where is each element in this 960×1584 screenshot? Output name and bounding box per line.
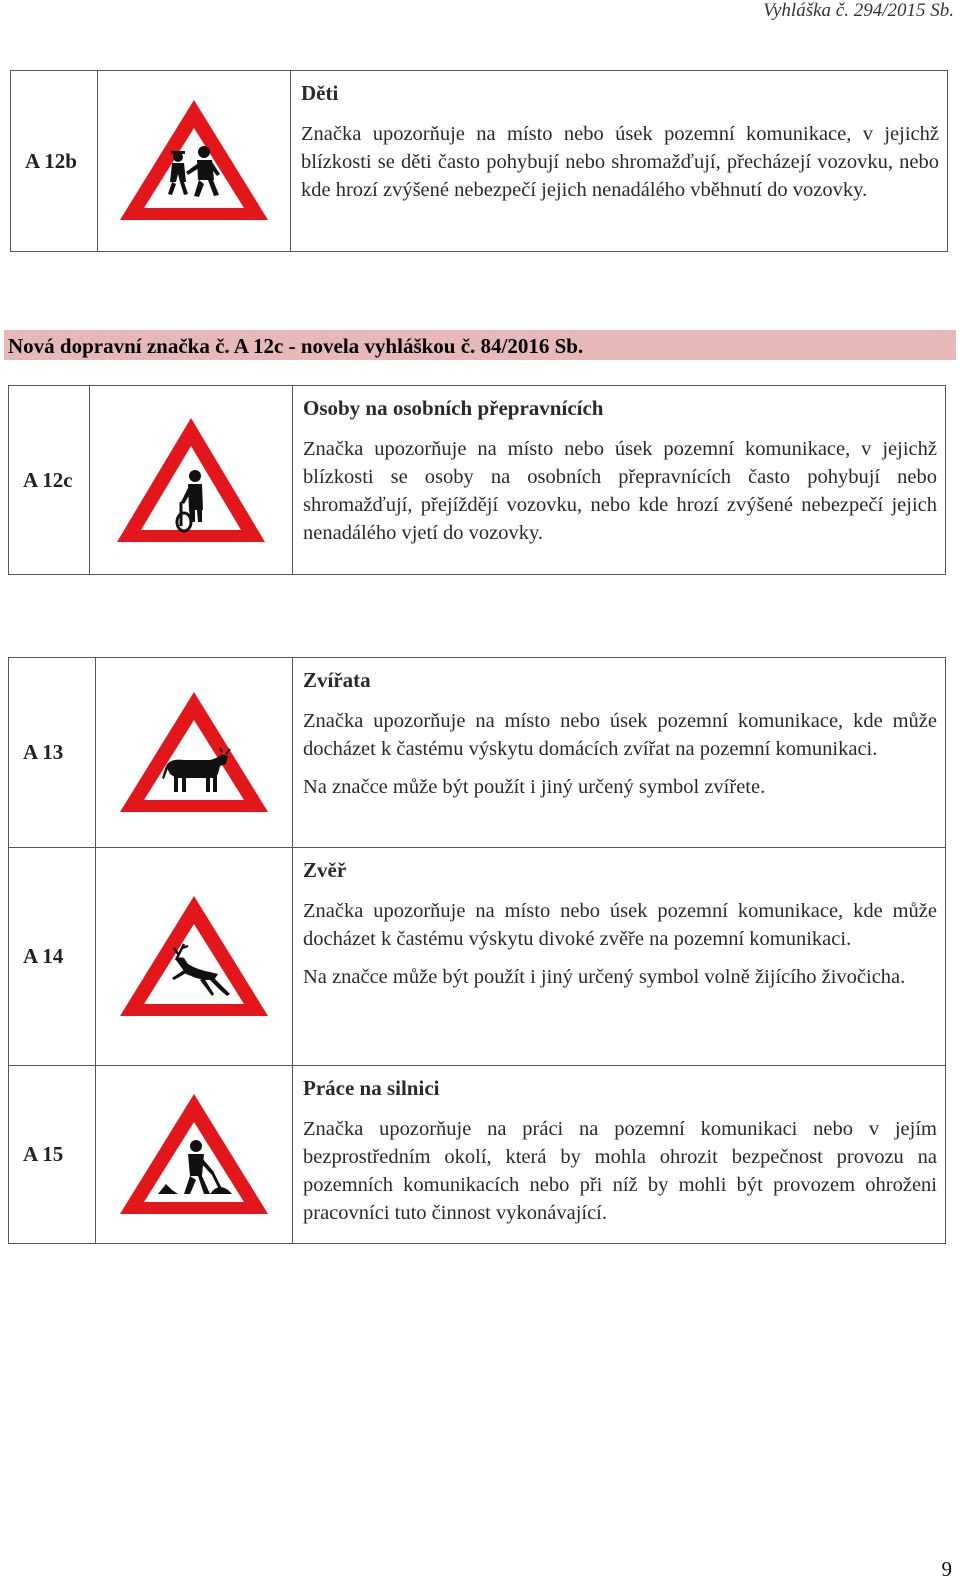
- animals-cow-warning-sign-icon: [96, 658, 293, 848]
- sign-description: Značka upozorňuje na místo nebo úsek pozemní komunikace, kde může docházet k častému výskytu domácích zvířat na pozemní komunikaci.: [303, 710, 937, 760]
- sign-title: Zvěř: [303, 858, 347, 882]
- children-warning-sign-icon: [98, 71, 291, 252]
- sign-code: A 15: [9, 1066, 96, 1244]
- running-head: Vyhláška č. 294/2015 Sb.: [763, 0, 954, 21]
- table-row: [9, 848, 946, 1066]
- sign-table-a12b: [10, 70, 948, 252]
- sign-note: Na značce může být použít i jiný určený symbol zvířete.: [303, 776, 766, 798]
- sign-code: A 12b: [11, 71, 98, 252]
- sign-description: Značka upozorňuje na místo nebo úsek pozemní komunikace, kde může docházet k častému výskytu divoké zvěře na pozemní komunikaci.: [303, 900, 937, 950]
- sign-text-cell: [293, 1066, 946, 1244]
- sign-text-cell: [291, 71, 948, 252]
- sign-table-a12c: [8, 385, 946, 575]
- sign-code: A 12c: [9, 386, 90, 575]
- sign-description: Značka upozorňuje na práci na pozemní komunikaci nebo v jejím bezprostředním okolí, která by mohla ohrozit bezpečnost provozu na pozemních komunikacích nebo při níž by mohli být provozem ohroženi pracovníci tuto činnost vykonávající.: [303, 1118, 937, 1224]
- sign-code: A 14: [9, 848, 96, 1066]
- sign-title: Osoby na osobních přepravnících: [303, 396, 604, 420]
- amendment-banner: Nová dopravní značka č. A 12c - novela vyhláškou č. 84/2016 Sb.: [4, 330, 956, 360]
- table-row: [9, 658, 946, 848]
- page-number: 9: [941, 1557, 952, 1581]
- sign-title: Práce na silnici: [303, 1076, 440, 1100]
- sign-text-cell: [293, 658, 946, 848]
- sign-text-cell: [293, 848, 946, 1066]
- sign-note: Na značce může být použít i jiný určený symbol volně žijícího živočicha.: [303, 966, 906, 988]
- road-works-warning-sign-icon: [96, 1066, 293, 1244]
- table-row: [11, 71, 948, 252]
- wildlife-deer-warning-sign-icon: [96, 848, 293, 1066]
- sign-title: Děti: [301, 81, 339, 105]
- sign-description: Značka upozorňuje na místo nebo úsek pozemní komunikace, v jejichž blízkosti se osoby na osobních přepravnících často pohybují nebo shromažďují, přejíždějí vozovku, nebo kde hrozí zvýšené nebezpečí jejich nenadálého vjetí do vozovky.: [303, 438, 937, 544]
- sign-description: Značka upozorňuje na místo nebo úsek pozemní komunikace, v jejichž blízkosti se děti často pohybují nebo shromažďují, přecházejí vozovku, nebo kde hrozí zvýšené nebezpečí jejich nenadálého vběhnutí do vozovky.: [301, 123, 939, 201]
- sign-text-cell: [293, 386, 946, 575]
- sign-table-a13-a15: [8, 657, 946, 1244]
- personal-transporter-warning-sign-icon: [90, 386, 293, 575]
- table-row: [9, 386, 946, 575]
- sign-code: A 13: [9, 658, 96, 848]
- table-row: [9, 1066, 946, 1244]
- sign-title: Zvířata: [303, 668, 371, 692]
